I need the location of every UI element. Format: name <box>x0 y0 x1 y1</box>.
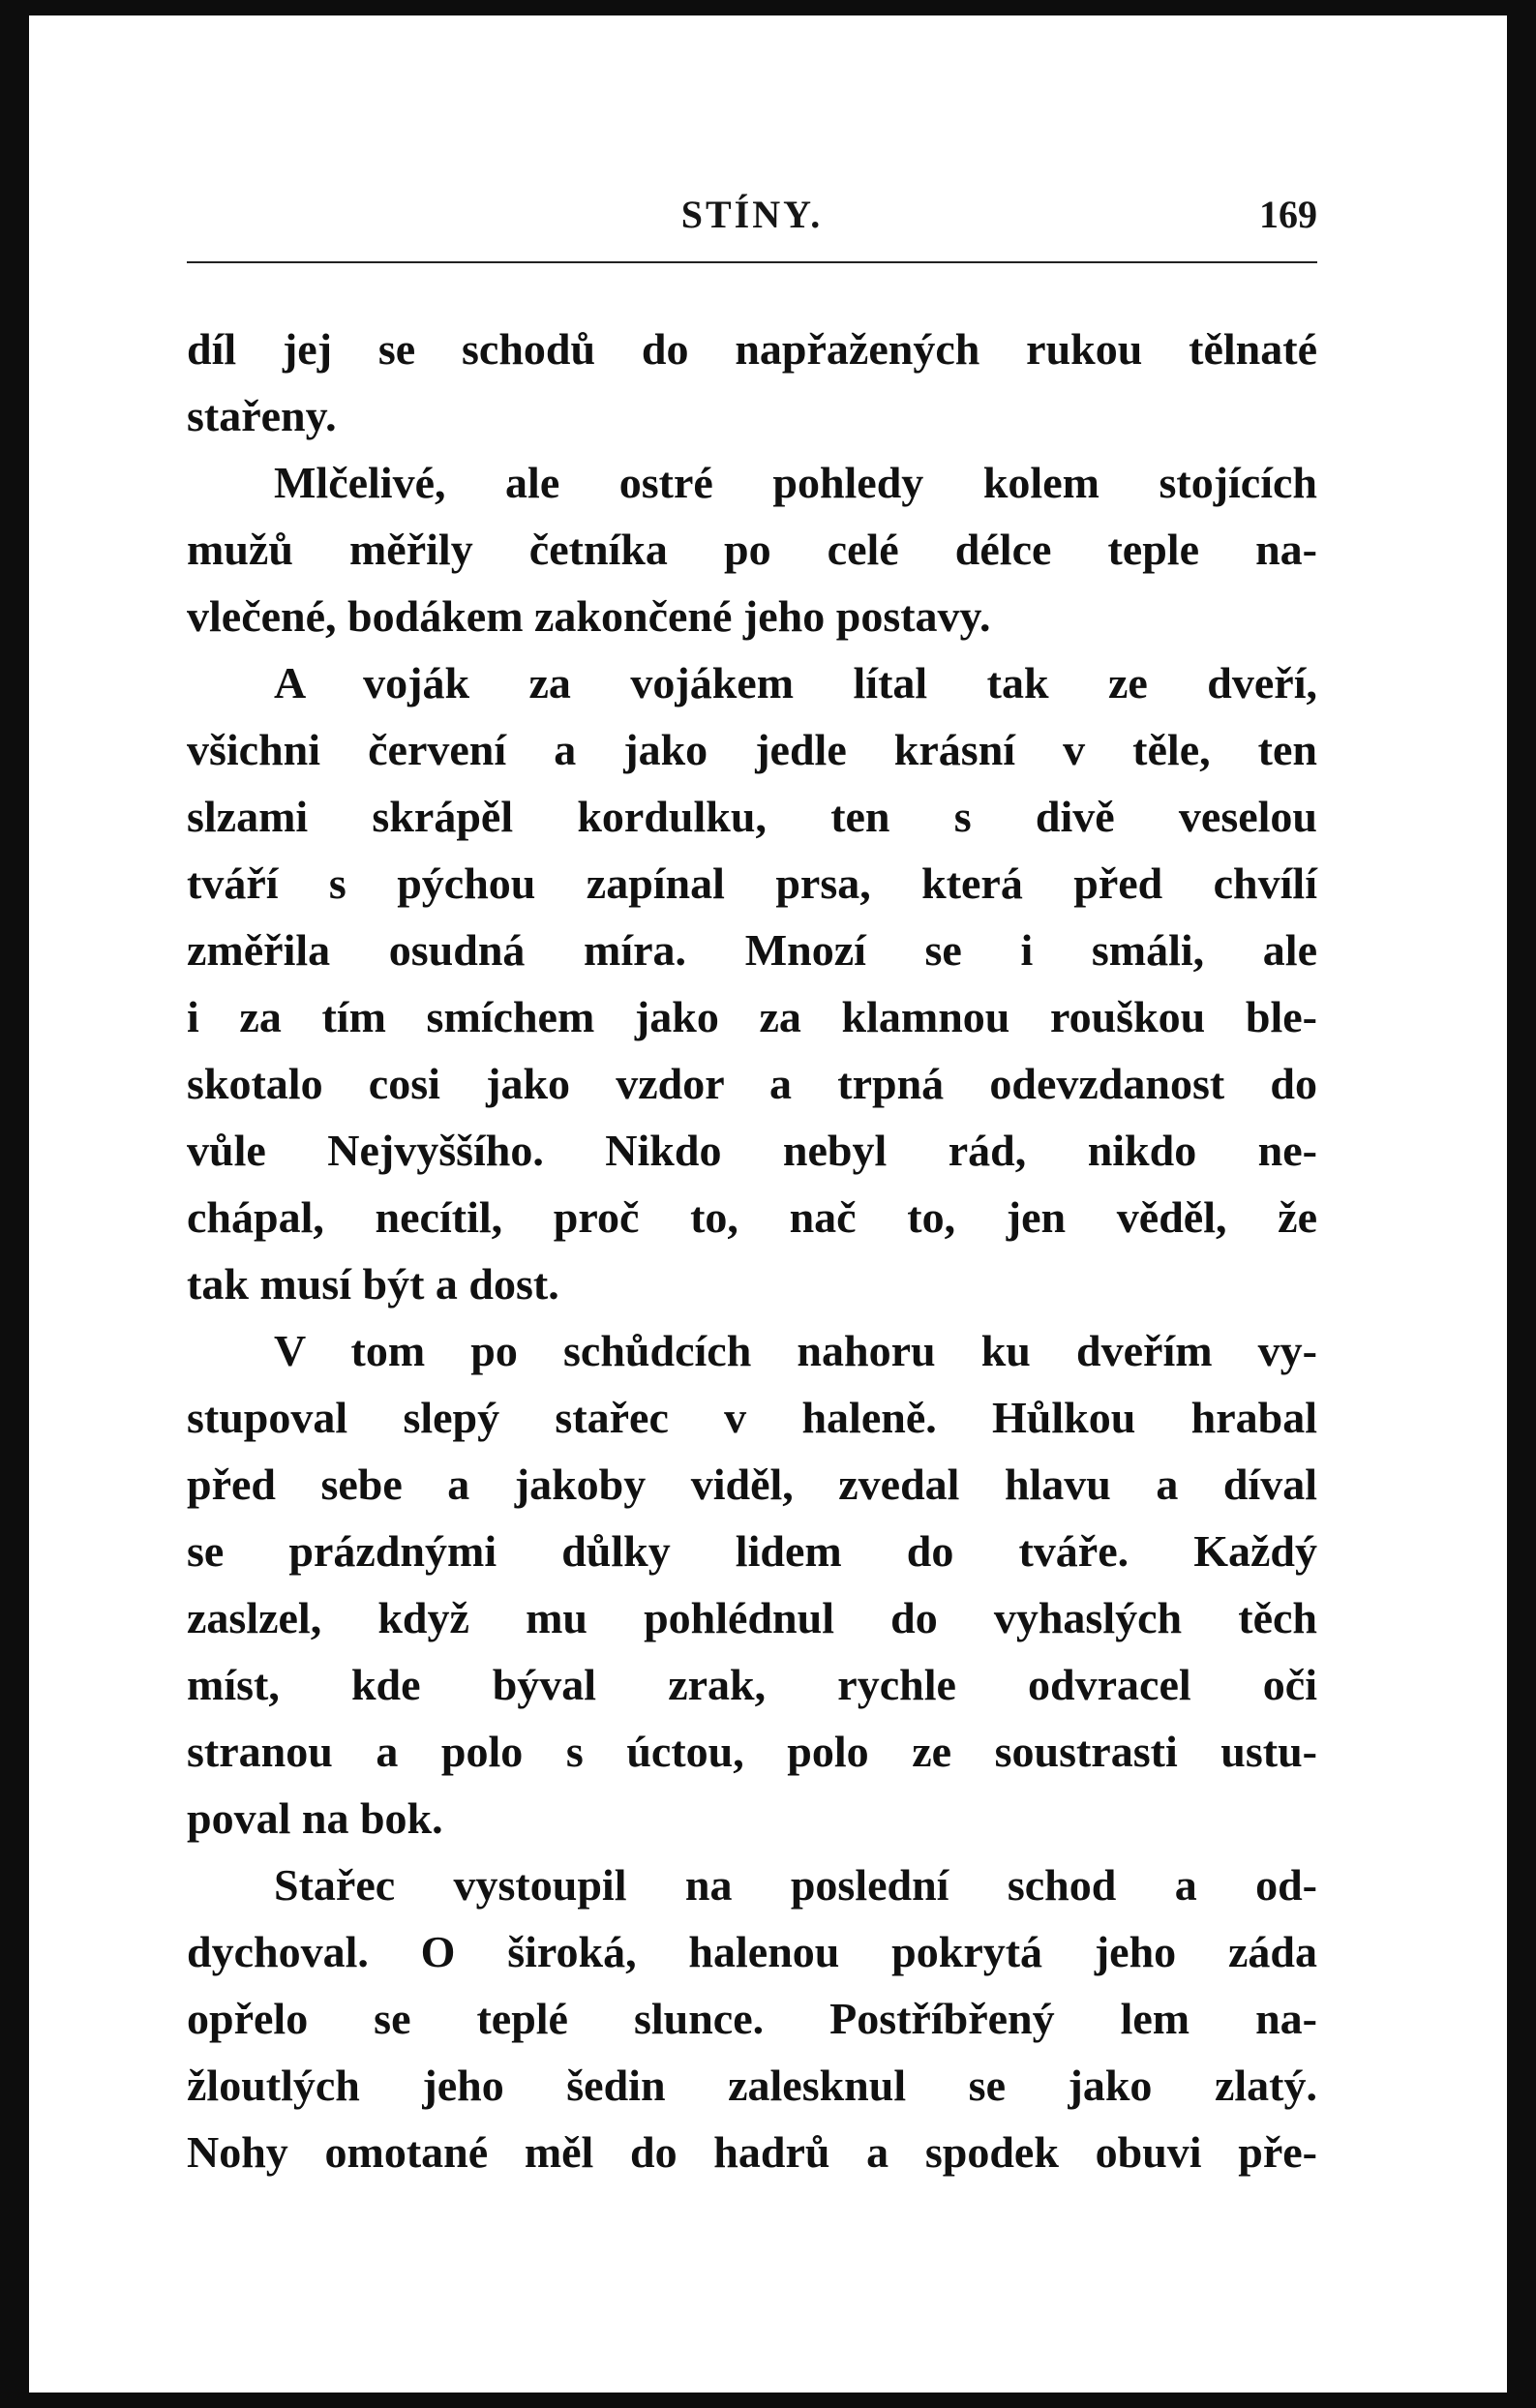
running-title: STÍNY. <box>680 193 824 236</box>
text-line: poval na bok. <box>187 1793 443 1843</box>
text-line: dychoval. O široká, halenou pokrytá jeho záda <box>187 1927 1317 1976</box>
body-text <box>187 316 1317 2185</box>
text-line: se prázdnými důlky lidem do tváře. Každý <box>187 1526 1317 1576</box>
paragraph <box>187 1317 1317 1851</box>
text-line: V tom po schůdcích nahoru ku dveřím vy- <box>274 1326 1317 1375</box>
text-line: vlečené, bodákem zakončené jeho postavy. <box>187 591 991 641</box>
paragraph <box>187 449 1317 649</box>
text-line: slzami skrápěl kordulku, ten s divě veselou <box>187 792 1317 841</box>
text-line: vůle Nejvyššího. Nikdo nebyl rád, nikdo ne- <box>187 1126 1317 1175</box>
paragraph <box>187 649 1317 1317</box>
text-line: tak musí být a dost. <box>187 1259 559 1309</box>
text-line: všichni červení a jako jedle krásní v těle, ten <box>187 725 1317 774</box>
text-line: A voják za vojákem lítal tak ze dveří, <box>274 658 1317 707</box>
text-line: tváří s pýchou zapínal prsa, která před chvílí <box>187 858 1317 908</box>
running-head <box>187 186 1317 254</box>
text-line: chápal, necítil, proč to, nač to, jen věděl, že <box>187 1192 1317 1242</box>
page-number: 169 <box>1259 193 1317 236</box>
text-line: před sebe a jakoby viděl, zvedal hlavu a díval <box>187 1460 1317 1509</box>
text-line: skotalo cosi jako vzdor a trpná odevzdanost do <box>187 1059 1317 1108</box>
text-line: zaslzel, když mu pohlédnul do vyhaslých těch <box>187 1593 1317 1642</box>
text-line: stupoval slepý stařec v haleně. Hůlkou hrabal <box>187 1393 1317 1442</box>
text-line: stranou a polo s úctou, polo ze soustrasti ustu- <box>187 1727 1317 1776</box>
text-line: Stařec vystoupil na poslední schod a od- <box>274 1860 1317 1910</box>
text-line: opřelo se teplé slunce. Postříbřený lem na- <box>187 1994 1317 2043</box>
text-line: žloutlých jeho šedin zalesknul se jako zlatý. <box>187 2061 1317 2110</box>
paragraph <box>187 1851 1317 2185</box>
text-line: změřila osudná míra. Mnozí se i smáli, ale <box>187 925 1317 975</box>
paragraph <box>187 316 1317 449</box>
text-line: mužů měřily četníka po celé délce teple na- <box>187 525 1317 574</box>
text-line: i za tím smíchem jako za klamnou rouškou ble- <box>187 992 1317 1041</box>
text-line: míst, kde býval zrak, rychle odvracel oči <box>187 1660 1317 1709</box>
header-rule <box>187 261 1317 263</box>
text-line: díl jej se schodů do napřažených rukou tělnaté <box>187 324 1317 374</box>
text-line: Mlčelivé, ale ostré pohledy kolem stojících <box>274 458 1317 507</box>
text-line: Nohy omotané měl do hadrů a spodek obuvi pře- <box>187 2127 1317 2177</box>
text-line: stařeny. <box>187 391 337 440</box>
